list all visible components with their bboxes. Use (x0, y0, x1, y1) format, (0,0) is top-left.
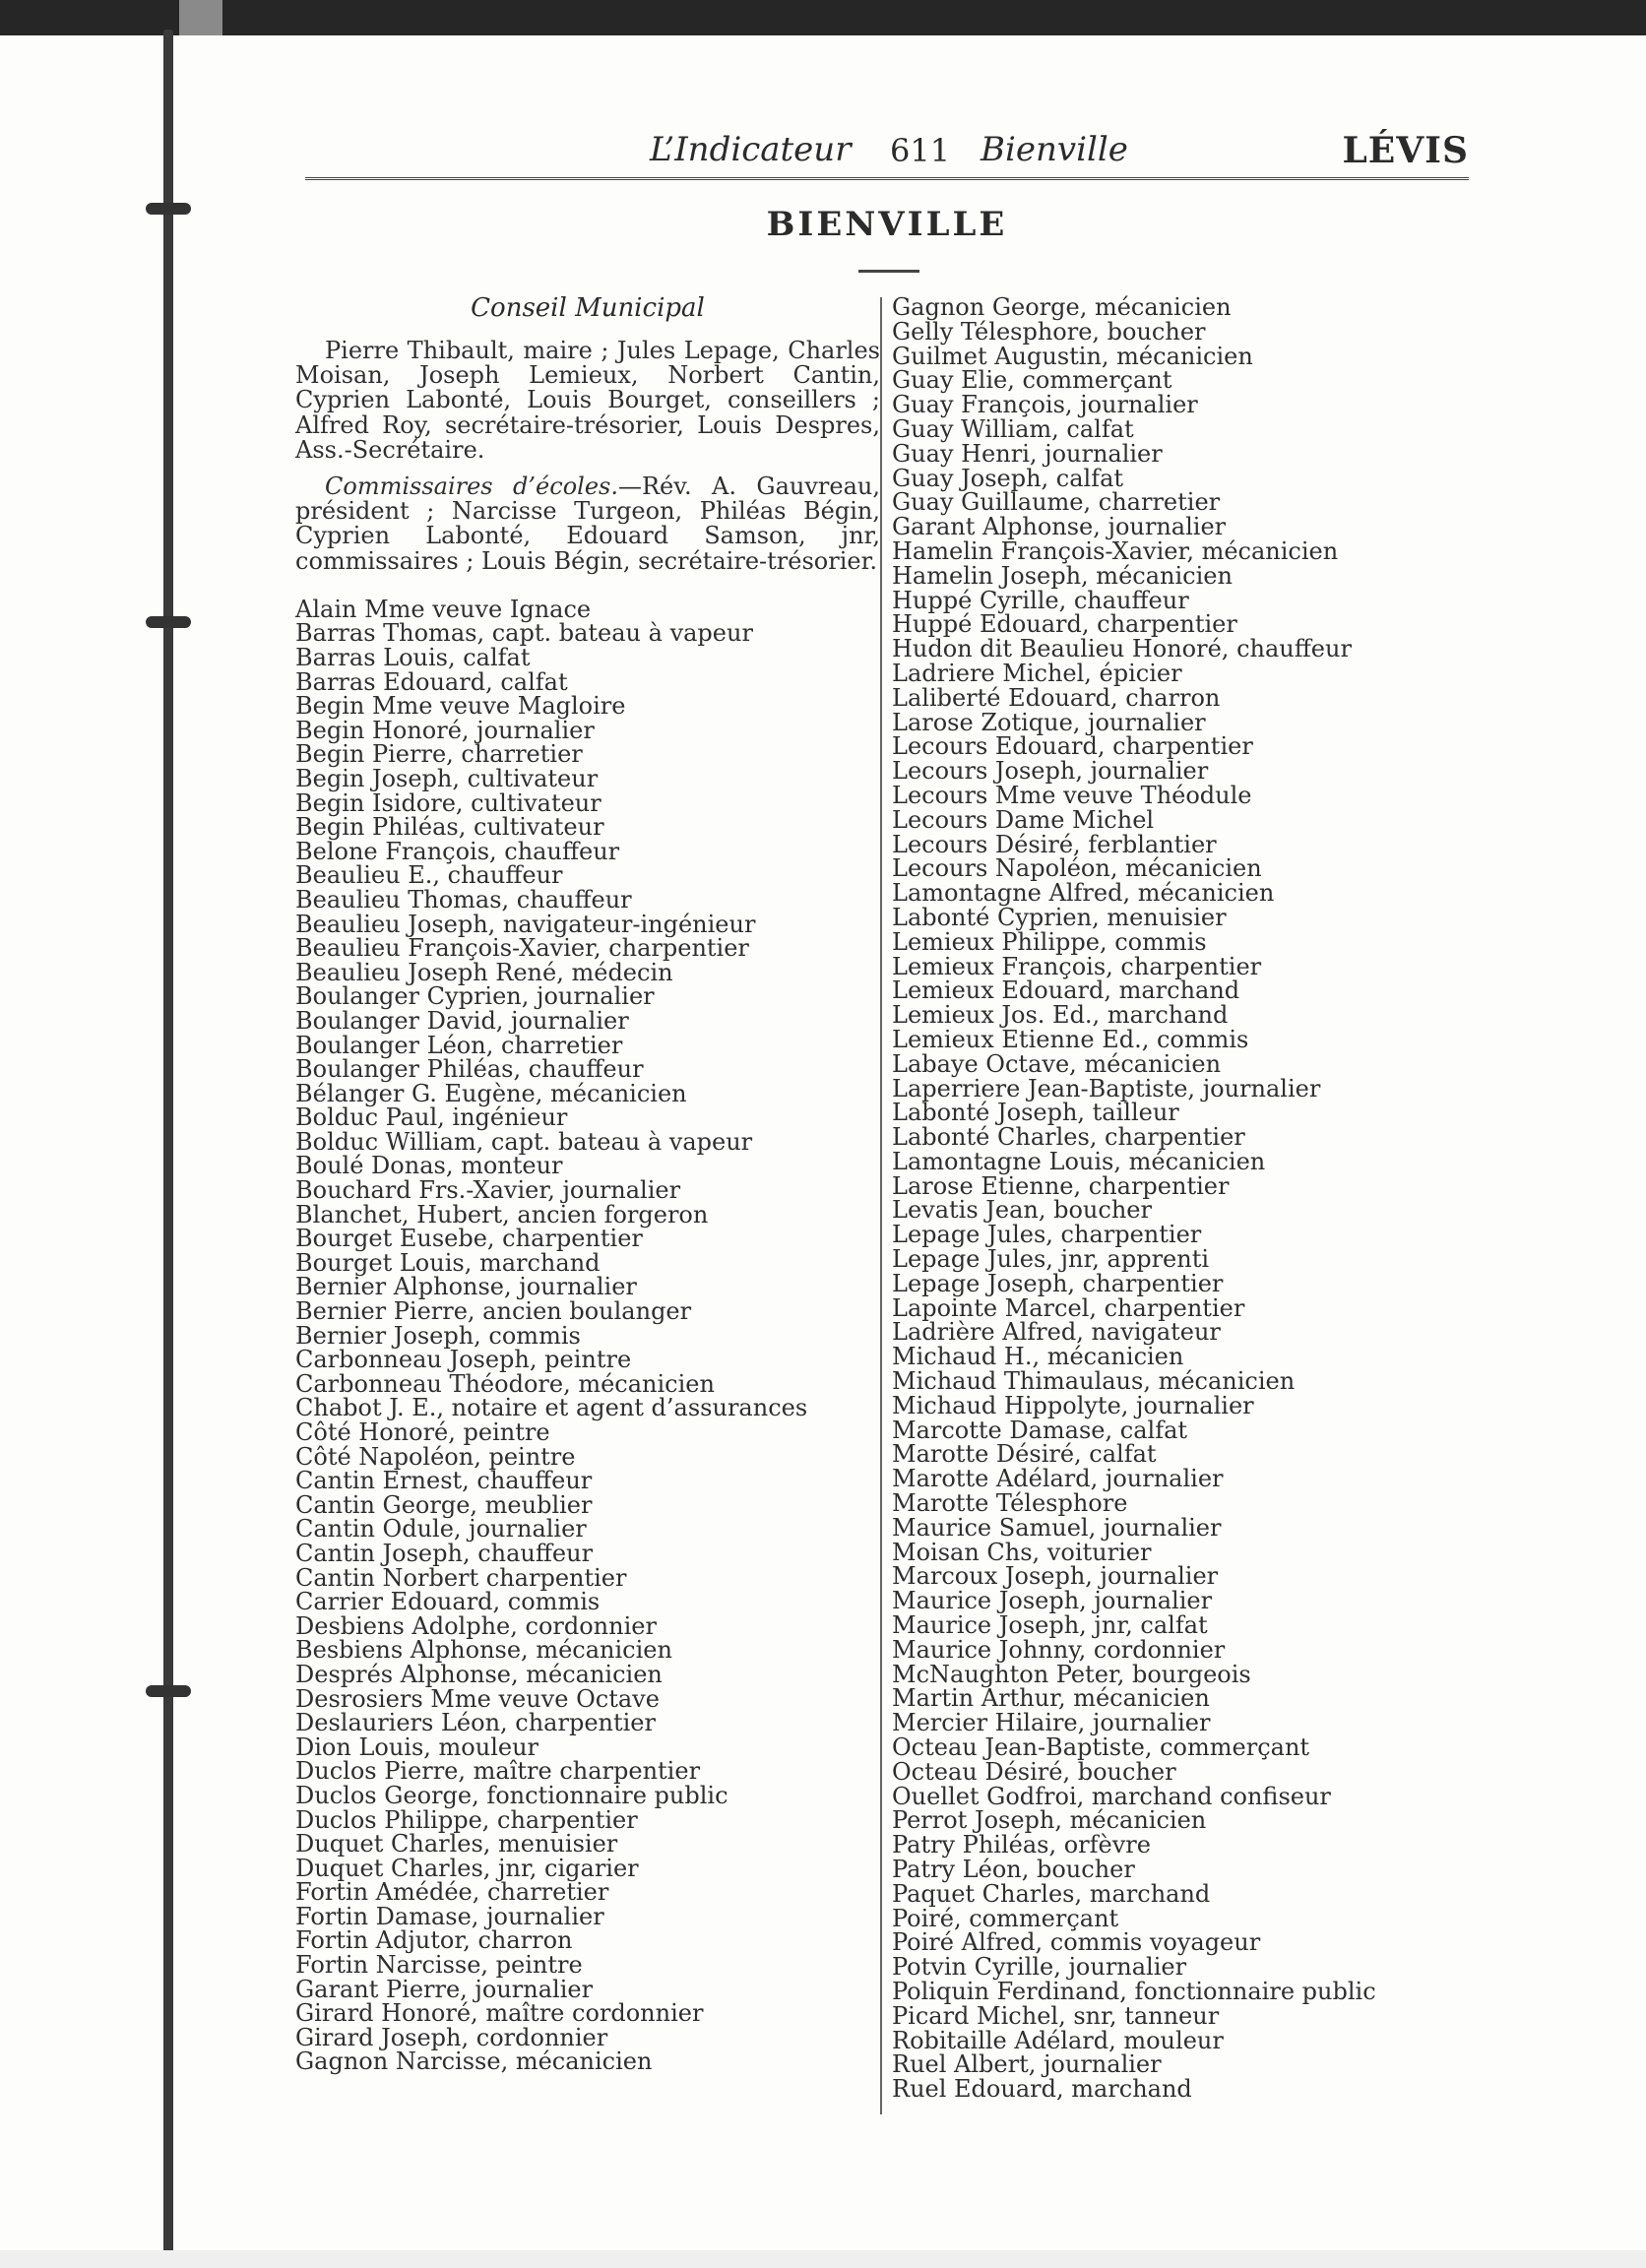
directory-entry: Duclos Philippe, charpentier (295, 1805, 638, 1834)
directory-entry: Boulanger Léon, charretier (295, 1031, 623, 1059)
directory-entry: Octeau Jean-Baptiste, commerçant (892, 1733, 1310, 1762)
directory-entry: Labonté Cyprien, menuisier (892, 903, 1227, 931)
directory-entry: Gagnon Narcisse, mécanicien (295, 2048, 653, 2076)
directory-entry: Carrier Edouard, commis (295, 1588, 601, 1616)
directory-entry: Patry Philéas, orfèvre (892, 1831, 1151, 1859)
heading-rule (858, 270, 919, 273)
directory-entry: Poiré Alfred, commis voyageur (892, 1928, 1261, 1957)
directory-entry: Marcoux Joseph, journalier (892, 1562, 1219, 1591)
directory-entry: Barras Thomas, capt. bateau à vapeur (295, 619, 753, 648)
directory-entry: Marotte Adélard, journalier (892, 1465, 1224, 1493)
directory-entry: Bolduc William, capt. bateau à vapeur (295, 1127, 753, 1156)
directory-entry: Lepage Jules, charpentier (892, 1221, 1202, 1249)
directory-entry: Marotte Désiré, calfat (892, 1440, 1157, 1469)
directory-entry: Ladrière Alfred, navigateur (892, 1318, 1221, 1347)
directory-entry: Deslauriers Léon, charpentier (295, 1709, 656, 1737)
directory-entry: Cantin Norbert charpentier (295, 1563, 627, 1592)
directory-entry: Poiré, commerçant (892, 1904, 1119, 1932)
directory-entry: Beaulieu E., chauffeur (295, 861, 563, 890)
directory-entry: Guay William, calfat (892, 414, 1134, 443)
directory-entry: Boulé Donas, monteur (295, 1152, 563, 1180)
directory-entry: Labonté Charles, charpentier (892, 1123, 1245, 1152)
directory-entry: Hudon dit Beaulieu Honoré, chauffeur (892, 635, 1352, 663)
directory-entry: Gagnon George, mécanicien (892, 293, 1232, 321)
directory-entry: Guilmet Augustin, mécanicien (892, 342, 1253, 370)
left-directory-list (295, 595, 880, 2076)
school-commissioners-label: Commissaires d’écoles. (325, 472, 618, 501)
directory-entry: Barras Louis, calfat (295, 644, 531, 672)
page-number: 611 (890, 132, 951, 169)
directory-entry: Barras Edouard, calfat (295, 667, 568, 696)
directory-entry: Labaye Octave, mécanicien (892, 1049, 1222, 1078)
directory-entry: Bélanger G. Eugène, mécanicien (295, 1079, 687, 1107)
directory-entry: Belone François, chauffeur (295, 837, 620, 865)
directory-entry: Begin Mme veuve Magloire (295, 692, 626, 721)
directory-entry: Marotte Télesphore (892, 1489, 1128, 1518)
directory-entry: Begin Joseph, cultivateur (295, 764, 599, 792)
directory-entry: Potvin Cyrille, journalier (892, 1953, 1187, 1982)
directory-entry: Cantin Joseph, chauffeur (295, 1539, 594, 1567)
running-head-title: L’Indicateur (650, 130, 852, 169)
directory-entry: Lemieux Jos. Ed., marchand (892, 1001, 1229, 1030)
running-head-section: Bienville (981, 130, 1128, 169)
directory-entry: Maurice Joseph, jnr, calfat (892, 1611, 1208, 1640)
directory-entry: Després Alphonse, mécanicien (295, 1660, 663, 1688)
directory-entry: Patry Léon, boucher (892, 1856, 1135, 1883)
right-directory-list (892, 295, 1483, 2102)
directory-entry: Gelly Télesphore, boucher (892, 317, 1206, 346)
directory-entry: Beaulieu Joseph René, médecin (295, 958, 673, 986)
directory-entry: Guay Elie, commerçant (892, 366, 1172, 395)
directory-entry: Maurice Johnny, cordonnier (892, 1635, 1226, 1664)
directory-entry: Hamelin François-Xavier, mécanicien (892, 536, 1339, 565)
directory-entry: Dion Louis, mouleur (295, 1732, 539, 1761)
directory-entry: Cantin Ernest, chauffeur (295, 1467, 593, 1495)
directory-entry: Duclos George, fonctionnaire public (295, 1781, 728, 1809)
directory-entry: Lecours Dame Michel (892, 805, 1155, 834)
directory-entry: Fortin Narcisse, peintre (295, 1951, 583, 1980)
directory-entry: Bernier Alphonse, journalier (295, 1273, 637, 1301)
directory-entry: Larose Etienne, charpentier (892, 1171, 1230, 1200)
scan-frame-bottom (0, 2250, 1646, 2268)
directory-entry: Bernier Joseph, commis (295, 1321, 581, 1350)
directory-entry: Huppé Edouard, charpentier (892, 610, 1237, 639)
council-title: Conseil Municipal (471, 293, 705, 323)
directory-entry: Lecours Mme veuve Théodule (892, 781, 1252, 809)
directory-entry: Lemieux Philippe, commis (892, 927, 1207, 956)
directory-entry: Lepage Joseph, charpentier (892, 1269, 1224, 1297)
directory-entry: Ladriere Michel, épicier (892, 659, 1182, 687)
directory-entry: Beaulieu Thomas, chauffeur (295, 885, 632, 914)
directory-entry: Labonté Joseph, tailleur (892, 1099, 1179, 1127)
school-commissioners-text: —Rév. A. Gauvreau, président ; Narcisse Turgeon, Philéas Bégin, Cyprien Labonté, Edouard Samson, jnr, commissaires ; Louis Bégin, secrétaire-trésorier. (295, 472, 880, 575)
directory-entry: Boulanger David, journalier (295, 1006, 629, 1035)
directory-entry: Duquet Charles, menuisier (295, 1830, 618, 1858)
directory-entry: McNaughton Peter, bourgeois (892, 1660, 1251, 1688)
directory-entry: Begin Honoré, journalier (295, 716, 595, 744)
directory-entry: Côté Napoléon, peintre (295, 1442, 576, 1471)
directory-entry: Poliquin Ferdinand, fonctionnaire public (892, 1977, 1376, 2005)
directory-entry: Lamontagne Louis, mécanicien (892, 1147, 1266, 1175)
directory-entry: Duclos Pierre, maître charpentier (295, 1757, 701, 1786)
binding-staple (146, 203, 191, 215)
directory-entry: Bouchard Frs.-Xavier, journalier (295, 1176, 681, 1205)
directory-entry: Girard Honoré, maître cordonnier (295, 1999, 704, 2028)
directory-entry: Fortin Adjutor, charron (295, 1926, 573, 1955)
directory-entry: Ouellet Godfroi, marchand confiseur (892, 1782, 1331, 1810)
directory-entry: Besbiens Alphonse, mécanicien (295, 1636, 672, 1665)
directory-entry: Girard Joseph, cordonnier (295, 2023, 608, 2051)
directory-entry: Guay François, journalier (892, 391, 1198, 419)
directory-entry: Maurice Samuel, journalier (892, 1513, 1222, 1542)
directory-entry: Blanchet, Hubert, ancien forgeron (295, 1200, 709, 1228)
directory-entry: Lemieux Etienne Ed., commis (892, 1025, 1249, 1053)
directory-entry: Martin Arthur, mécanicien (892, 1684, 1210, 1713)
binding-staple (146, 616, 191, 628)
directory-entry: Guay Henri, journalier (892, 439, 1163, 468)
directory-entry: Carbonneau Joseph, peintre (295, 1346, 632, 1374)
directory-entry: Fortin Damase, journalier (295, 1902, 604, 1930)
directory-entry: Desbiens Adolphe, cordonnier (295, 1611, 657, 1640)
running-head-region: LÉVIS (1342, 130, 1469, 171)
directory-entry: Lemieux Edouard, marchand (892, 976, 1240, 1005)
directory-entry: Mercier Hilaire, journalier (892, 1709, 1211, 1737)
directory-entry: Côté Honoré, peintre (295, 1418, 550, 1447)
directory-entry: Alain Mme veuve Ignace (295, 595, 592, 623)
directory-entry: Larose Zotique, journalier (892, 708, 1206, 736)
directory-entry: Michaud Thimaulaus, mécanicien (892, 1367, 1296, 1396)
directory-entry: Octeau Désiré, boucher (892, 1757, 1176, 1786)
directory-entry: Beaulieu Joseph, navigateur-ingénieur (295, 910, 756, 938)
directory-entry: Marcotte Damase, calfat (892, 1416, 1188, 1444)
directory-entry: Beaulieu François-Xavier, charpentier (295, 934, 749, 963)
column-divider (880, 297, 882, 2114)
binding-staple (146, 1685, 191, 1697)
directory-entry: Perrot Joseph, mécanicien (892, 1806, 1207, 1835)
directory-entry: Hamelin Joseph, mécanicien (892, 561, 1233, 590)
directory-entry: Desrosiers Mme veuve Octave (295, 1684, 660, 1713)
school-commissioners-paragraph (295, 474, 880, 574)
left-column (295, 293, 880, 2074)
running-head (305, 128, 1469, 180)
council-text: Pierre Thibault, maire ; Jules Lepage, Charles Moisan, Joseph Lemieux, Norbert Cantin, Cyprien Labonté, Louis Bourget, conseillers ; Alfred Roy, secrétaire-trésorier, Louis Despres, Ass.-Secrétaire. (295, 337, 880, 464)
directory-entry: Boulanger Cyprien, journalier (295, 982, 655, 1011)
directory-entry: Paquet Charles, marchand (892, 1879, 1211, 1908)
directory-entry: Bourget Louis, marchand (295, 1248, 601, 1277)
directory-entry: Fortin Amédée, charretier (295, 1878, 609, 1907)
directory-entry: Ruel Edouard, marchand (892, 2075, 1192, 2104)
directory-entry: Levatis Jean, boucher (892, 1196, 1152, 1225)
scan-frame-top (0, 0, 1646, 35)
directory-entry: Guay Joseph, calfat (892, 464, 1124, 492)
directory-entry: Laliberté Edouard, charron (892, 683, 1221, 712)
directory-entry: Begin Pierre, charretier (295, 740, 583, 769)
directory-entry: Chabot J. E., notaire et agent d’assurances (295, 1394, 808, 1422)
directory-entry: Lapointe Marcel, charpentier (892, 1293, 1245, 1322)
directory-entry: Bolduc Paul, ingénieur (295, 1103, 568, 1132)
directory-entry: Lecours Désiré, ferblantier (892, 830, 1217, 858)
directory-entry: Huppé Cyrille, chauffeur (892, 586, 1189, 614)
directory-entry: Lemieux François, charpentier (892, 952, 1262, 980)
directory-entry: Begin Philéas, cultivateur (295, 813, 604, 842)
directory-entry: Picard Michel, snr, tanneur (892, 2001, 1220, 2030)
directory-entry: Laperriere Jean-Baptiste, journalier (892, 1074, 1321, 1102)
directory-entry: Lecours Edouard, charpentier (892, 732, 1253, 761)
directory-entry: Bourget Eusebe, charpentier (295, 1225, 643, 1253)
directory-entry: Begin Isidore, cultivateur (295, 788, 601, 817)
directory-entry: Lecours Napoléon, mécanicien (892, 854, 1262, 883)
directory-entry: Guay Guillaume, charretier (892, 488, 1221, 517)
directory-entry: Bernier Pierre, ancien boulanger (295, 1297, 692, 1326)
directory-entry: Ruel Albert, journalier (892, 2050, 1162, 2079)
directory-entry: Garant Pierre, journalier (295, 1975, 594, 2003)
directory-entry: Cantin George, meublier (295, 1490, 593, 1519)
page-heading: BIENVILLE (766, 205, 1008, 244)
page-binding (116, 30, 195, 2268)
directory-entry: Michaud Hippolyte, journalier (892, 1391, 1254, 1419)
directory-entry: Garant Alphonse, journalier (892, 513, 1227, 541)
directory-entry: Lepage Jules, jnr, apprenti (892, 1245, 1210, 1274)
directory-entry: Lamontagne Alfred, mécanicien (892, 879, 1275, 908)
directory-entry: Moisan Chs, voiturier (892, 1538, 1152, 1566)
directory-entry: Maurice Joseph, journalier (892, 1587, 1213, 1615)
directory-entry: Lecours Joseph, journalier (892, 757, 1209, 786)
directory-entry: Duquet Charles, jnr, cigarier (295, 1854, 639, 1882)
directory-entry: Robitaille Adélard, mouleur (892, 2026, 1224, 2054)
directory-entry: Boulanger Philéas, chauffeur (295, 1055, 644, 1084)
binding-line (163, 30, 173, 2268)
directory-entry: Michaud H., mécanicien (892, 1343, 1184, 1371)
directory-entry: Carbonneau Théodore, mécanicien (295, 1369, 715, 1398)
right-column (892, 293, 1483, 2102)
directory-entry: Cantin Odule, journalier (295, 1515, 587, 1544)
